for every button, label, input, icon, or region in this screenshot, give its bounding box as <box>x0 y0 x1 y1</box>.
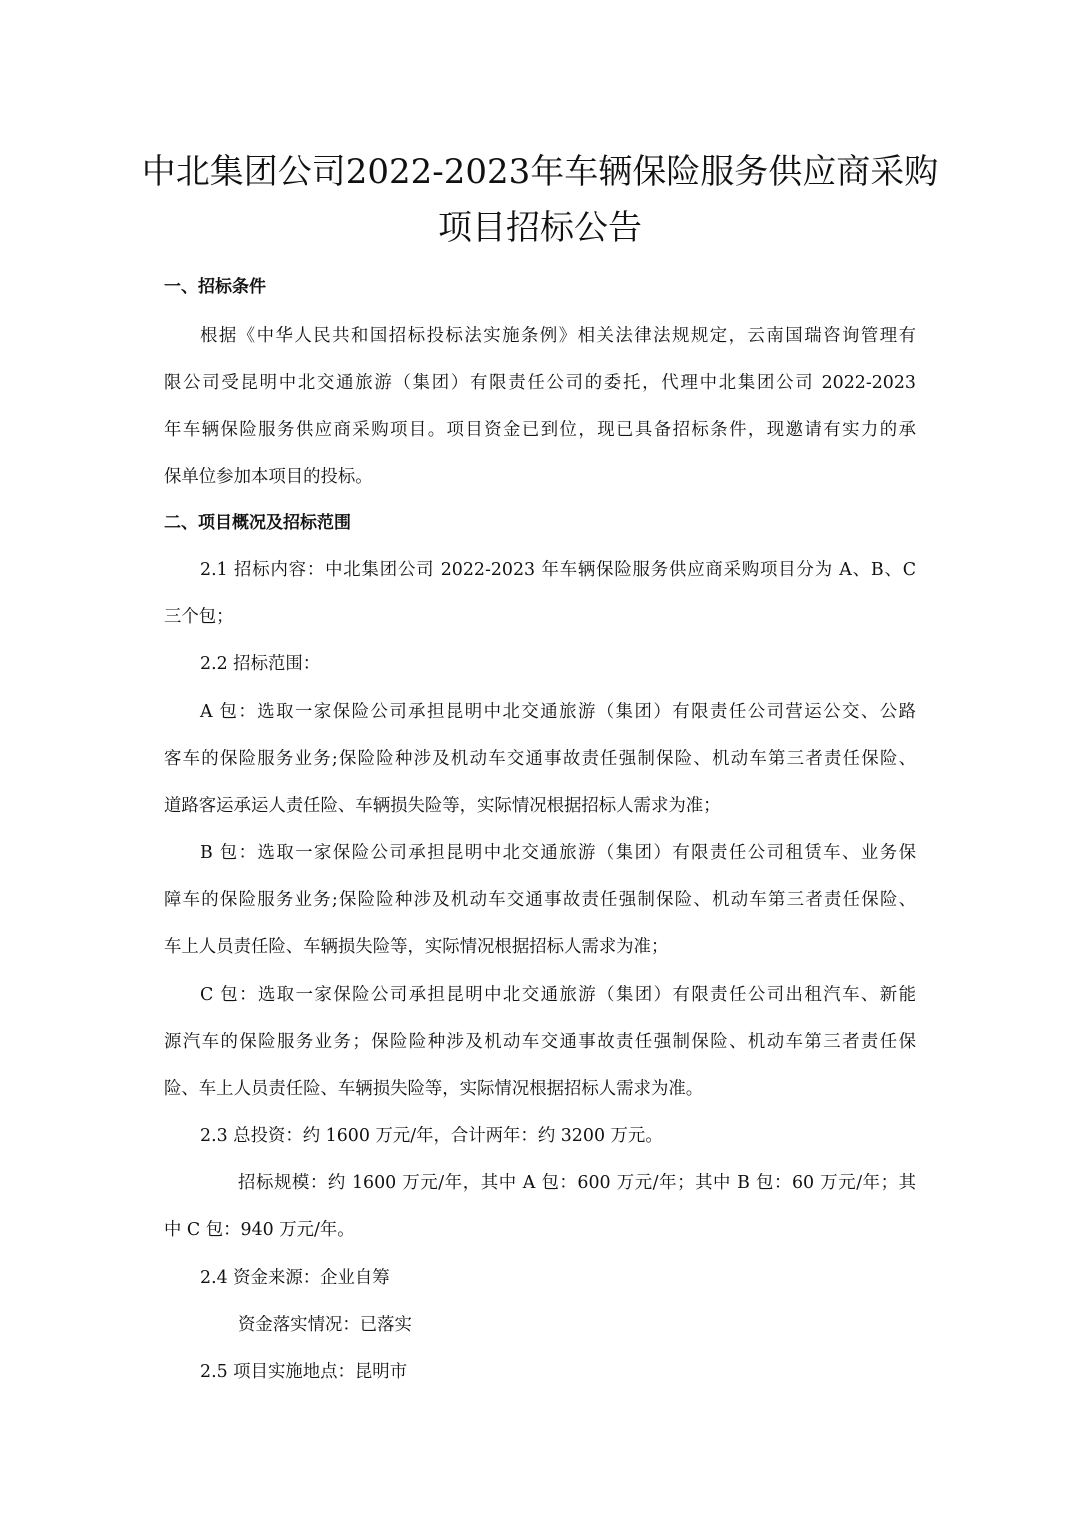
section-1-line: 年车辆保险服务供应商采购项目。项目资金已到位，现已具备招标条件，现邀请有实力的承 <box>164 420 916 440</box>
package-a-line: A 包：选取一家保险公司承担昆明中北交通旅游（集团）有限责任公司营运公交、公路 <box>200 702 916 722</box>
package-a-line: 道路客运承运人责任险、车辆损失险等，实际情况根据招标人需求为准； <box>164 796 721 816</box>
package-c-line: C 包：选取一家保险公司承担昆明中北交通旅游（集团）有限责任公司出租汽车、新能 <box>200 985 916 1005</box>
item-2-1-line: 2.1 招标内容：中北集团公司 2022-2023 年车辆保险服务供应商采购项目分为 A、B、C <box>200 560 916 580</box>
package-c-line: 源汽车的保险服务业务；保险险种涉及机动车交通事故责任强制保险、机动车第三者责任保 <box>164 1032 916 1052</box>
section-1-line: 保单位参加本项目的投标。 <box>164 467 373 487</box>
scale-line: 招标规模：约 1600 万元/年，其中 A 包：600 万元/年；其中 B 包：60 万元/年；其 <box>238 1173 916 1193</box>
package-b-line: 车上人员责任险、车辆损失险等，实际情况根据招标人需求为准； <box>164 937 669 957</box>
item-2-5: 2.5 项目实施地点：昆明市 <box>200 1362 408 1382</box>
document-title-line-1: 中北集团公司2022-2023年车辆保险服务供应商采购 <box>141 152 939 192</box>
item-2-3: 2.3 总投资：约 1600 万元/年，合计两年：约 3200 万元。 <box>200 1126 663 1146</box>
package-b-line: 障车的保险服务业务;保险险种涉及机动车交通事故责任强制保险、机动车第三者责任保险、 <box>164 890 916 910</box>
package-b-line: B 包：选取一家保险公司承担昆明中北交通旅游（集团）有限责任公司租赁车、业务保 <box>200 843 916 863</box>
section-2-heading: 二、项目概况及招标范围 <box>164 513 351 533</box>
section-1-line: 限公司受昆明中北交通旅游（集团）有限责任公司的委托，代理中北集团公司 2022-2023 <box>164 373 916 393</box>
item-2-2: 2.2 招标范围： <box>200 654 321 674</box>
package-a-line: 客车的保险服务业务;保险险种涉及机动车交通事故责任强制保险、机动车第三者责任保险、 <box>164 749 916 769</box>
section-1-heading: 一、招标条件 <box>164 277 266 297</box>
funding-status: 资金落实情况：已落实 <box>238 1315 412 1335</box>
scale-line: 中 C 包：940 万元/年。 <box>164 1220 355 1240</box>
document-title-line-2: 项目招标公告 <box>438 208 642 248</box>
item-2-1-line: 三个包； <box>164 607 234 627</box>
item-2-4: 2.4 资金来源：企业自筹 <box>200 1268 390 1288</box>
package-c-line: 险、车上人员责任险、车辆损失险等，实际情况根据招标人需求为准。 <box>164 1079 704 1099</box>
section-1-line: 根据《中华人民共和国招标投标法实施条例》相关法律法规规定，云南国瑞咨询管理有 <box>200 326 916 346</box>
